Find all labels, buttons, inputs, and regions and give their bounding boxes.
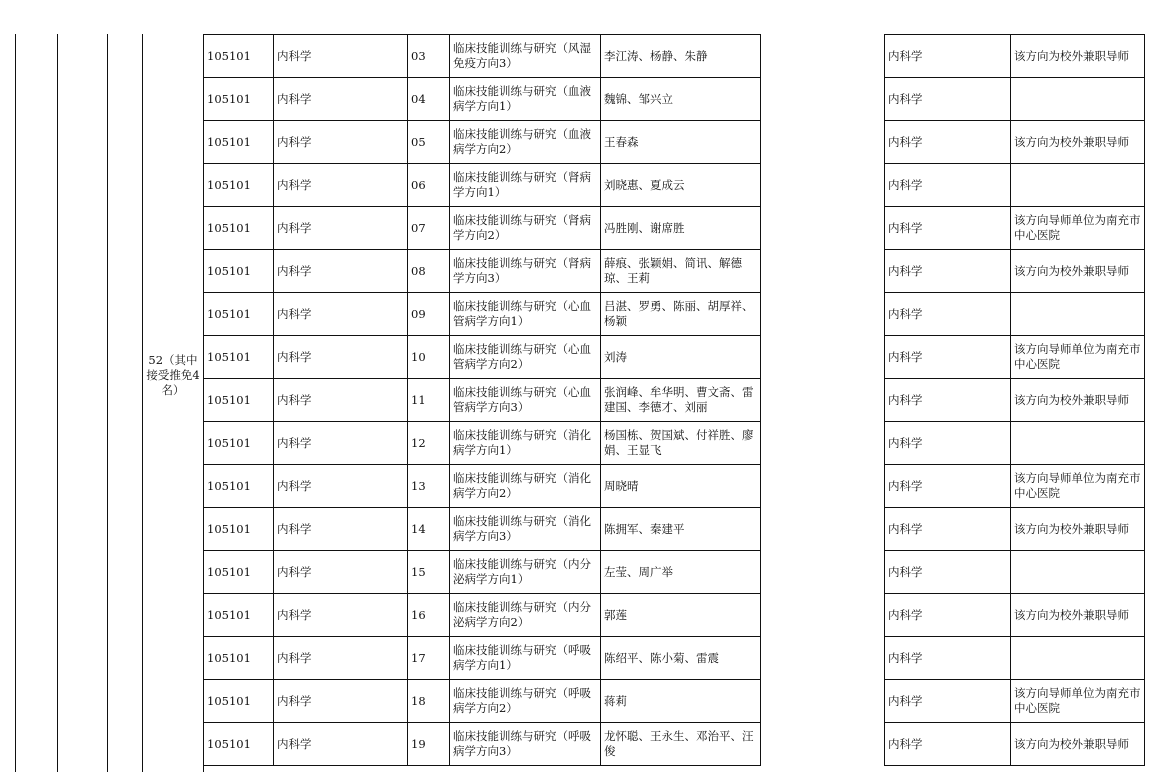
program-code-cell: 105101 bbox=[204, 680, 274, 723]
program-major-cell: 内科学 bbox=[274, 336, 408, 379]
table-row bbox=[885, 379, 1145, 422]
tutor-names-cell: 吕湛、罗勇、陈丽、胡厚祥、杨颖 bbox=[601, 293, 761, 336]
exam-subject-cell: 内科学 bbox=[885, 551, 1011, 594]
table-row bbox=[204, 379, 761, 422]
tutor-names-cell: 张润峰、牟华明、曹文斋、雷建国、李德才、刘丽 bbox=[601, 379, 761, 422]
column-rule-3 bbox=[107, 34, 108, 772]
exam-note-table bbox=[884, 34, 1145, 766]
direction-number-cell: 03 bbox=[408, 35, 450, 78]
table-row bbox=[885, 164, 1145, 207]
program-major-cell: 内科学 bbox=[274, 250, 408, 293]
program-major-cell: 内科学 bbox=[274, 508, 408, 551]
program-major-cell: 内科学 bbox=[274, 551, 408, 594]
remark-cell: 该方向为校外兼职导师 bbox=[1011, 508, 1145, 551]
program-code-cell: 105101 bbox=[204, 637, 274, 680]
exam-subject-cell: 内科学 bbox=[885, 508, 1011, 551]
remark-cell: 该方向为校外兼职导师 bbox=[1011, 250, 1145, 293]
program-major-cell: 内科学 bbox=[274, 723, 408, 766]
table-row bbox=[204, 207, 761, 250]
program-major-cell: 内科学 bbox=[274, 422, 408, 465]
remark-cell: 该方向为校外兼职导师 bbox=[1011, 723, 1145, 766]
exam-subject-cell: 内科学 bbox=[885, 422, 1011, 465]
exam-subject-cell: 内科学 bbox=[885, 465, 1011, 508]
table-row bbox=[885, 465, 1145, 508]
direction-number-cell: 12 bbox=[408, 422, 450, 465]
table-row bbox=[885, 121, 1145, 164]
tutor-names-cell: 左莹、周广举 bbox=[601, 551, 761, 594]
exam-subject-cell: 内科学 bbox=[885, 250, 1011, 293]
table-row bbox=[885, 680, 1145, 723]
direction-number-cell: 16 bbox=[408, 594, 450, 637]
direction-number-cell: 13 bbox=[408, 465, 450, 508]
exam-subject-cell: 内科学 bbox=[885, 379, 1011, 422]
program-code-cell: 105101 bbox=[204, 164, 274, 207]
research-direction-cell: 临床技能训练与研究（血液病学方向2） bbox=[450, 121, 601, 164]
exam-subject-cell: 内科学 bbox=[885, 594, 1011, 637]
program-code-cell: 105101 bbox=[204, 293, 274, 336]
direction-number-cell: 04 bbox=[408, 78, 450, 121]
exam-subject-cell: 内科学 bbox=[885, 637, 1011, 680]
remark-cell: 该方向导师单位为南充市中心医院 bbox=[1011, 680, 1145, 723]
exam-subject-cell: 内科学 bbox=[885, 207, 1011, 250]
research-direction-cell: 临床技能训练与研究（内分泌病学方向2） bbox=[450, 594, 601, 637]
program-code-cell: 105101 bbox=[204, 723, 274, 766]
program-code-cell: 105101 bbox=[204, 465, 274, 508]
remark-cell: 该方向为校外兼职导师 bbox=[1011, 594, 1145, 637]
remark-cell: 该方向为校外兼职导师 bbox=[1011, 121, 1145, 164]
tutor-names-cell: 郭莲 bbox=[601, 594, 761, 637]
program-major-cell: 内科学 bbox=[274, 379, 408, 422]
table-row bbox=[204, 723, 761, 766]
table-row bbox=[204, 508, 761, 551]
table-row bbox=[204, 465, 761, 508]
program-code-cell: 105101 bbox=[204, 336, 274, 379]
program-code-cell: 105101 bbox=[204, 207, 274, 250]
tutor-names-cell: 王春森 bbox=[601, 121, 761, 164]
remark-cell: 该方向导师单位为南充市中心医院 bbox=[1011, 336, 1145, 379]
tutor-names-cell: 周晓晴 bbox=[601, 465, 761, 508]
research-direction-cell: 临床技能训练与研究（呼吸病学方向2） bbox=[450, 680, 601, 723]
remark-cell bbox=[1011, 293, 1145, 336]
remark-cell bbox=[1011, 78, 1145, 121]
research-direction-cell: 临床技能训练与研究（消化病学方向1） bbox=[450, 422, 601, 465]
program-code-cell: 105101 bbox=[204, 594, 274, 637]
program-major-cell: 内科学 bbox=[274, 680, 408, 723]
tutor-names-cell: 龙怀聪、王永生、邓治平、汪俊 bbox=[601, 723, 761, 766]
program-code-cell: 105101 bbox=[204, 78, 274, 121]
direction-number-cell: 19 bbox=[408, 723, 450, 766]
tutor-names-cell: 陈绍平、陈小菊、雷震 bbox=[601, 637, 761, 680]
research-direction-cell: 临床技能训练与研究（心血管病学方向1） bbox=[450, 293, 601, 336]
table-row bbox=[885, 508, 1145, 551]
program-major-cell: 内科学 bbox=[274, 465, 408, 508]
table-row bbox=[204, 637, 761, 680]
program-major-cell: 内科学 bbox=[274, 207, 408, 250]
table-row bbox=[204, 164, 761, 207]
table-row bbox=[885, 250, 1145, 293]
direction-number-cell: 08 bbox=[408, 250, 450, 293]
program-code-cell: 105101 bbox=[204, 379, 274, 422]
table-row bbox=[885, 336, 1145, 379]
table-row bbox=[204, 35, 761, 78]
column-rule-2 bbox=[57, 34, 58, 772]
remark-cell bbox=[1011, 551, 1145, 594]
remark-cell bbox=[1011, 422, 1145, 465]
direction-number-cell: 11 bbox=[408, 379, 450, 422]
tutor-names-cell: 刘晓惠、夏成云 bbox=[601, 164, 761, 207]
program-major-cell: 内科学 bbox=[274, 637, 408, 680]
table-row bbox=[885, 637, 1145, 680]
table-row bbox=[204, 680, 761, 723]
research-direction-cell: 临床技能训练与研究（消化病学方向2） bbox=[450, 465, 601, 508]
exam-subject-cell: 内科学 bbox=[885, 78, 1011, 121]
program-code-cell: 105101 bbox=[204, 35, 274, 78]
research-direction-cell: 临床技能训练与研究（肾病学方向1） bbox=[450, 164, 601, 207]
direction-number-cell: 09 bbox=[408, 293, 450, 336]
program-code-cell: 105101 bbox=[204, 250, 274, 293]
tutor-names-cell: 冯胜刚、谢席胜 bbox=[601, 207, 761, 250]
enrollment-count: 52（其中接受推免4名） bbox=[146, 353, 200, 397]
program-code-cell: 105101 bbox=[204, 551, 274, 594]
table-row bbox=[204, 594, 761, 637]
tutor-names-cell: 杨国栋、贺国斌、付祥胜、廖娟、王显飞 bbox=[601, 422, 761, 465]
program-code-cell: 105101 bbox=[204, 508, 274, 551]
table-row bbox=[204, 78, 761, 121]
program-code-cell: 105101 bbox=[204, 121, 274, 164]
research-direction-cell: 临床技能训练与研究（心血管病学方向3） bbox=[450, 379, 601, 422]
remark-cell: 该方向导师单位为南充市中心医院 bbox=[1011, 207, 1145, 250]
direction-number-cell: 17 bbox=[408, 637, 450, 680]
table-row bbox=[885, 551, 1145, 594]
exam-subject-cell: 内科学 bbox=[885, 336, 1011, 379]
research-direction-cell: 临床技能训练与研究（呼吸病学方向1） bbox=[450, 637, 601, 680]
table-row bbox=[885, 594, 1145, 637]
table-row bbox=[885, 422, 1145, 465]
program-major-cell: 内科学 bbox=[274, 78, 408, 121]
exam-subject-cell: 内科学 bbox=[885, 293, 1011, 336]
research-direction-cell: 临床技能训练与研究（内分泌病学方向1） bbox=[450, 551, 601, 594]
remark-cell: 该方向为校外兼职导师 bbox=[1011, 35, 1145, 78]
table-row bbox=[885, 293, 1145, 336]
table-row bbox=[204, 422, 761, 465]
program-table bbox=[203, 34, 761, 766]
research-direction-cell: 临床技能训练与研究（心血管病学方向2） bbox=[450, 336, 601, 379]
column-rule-1 bbox=[15, 34, 16, 772]
table-row bbox=[204, 121, 761, 164]
direction-number-cell: 07 bbox=[408, 207, 450, 250]
remark-cell: 该方向为校外兼职导师 bbox=[1011, 379, 1145, 422]
direction-number-cell: 06 bbox=[408, 164, 450, 207]
tutor-names-cell: 蒋莉 bbox=[601, 680, 761, 723]
table-row bbox=[885, 723, 1145, 766]
program-major-cell: 内科学 bbox=[274, 35, 408, 78]
tutor-names-cell: 李江涛、杨静、朱静 bbox=[601, 35, 761, 78]
program-major-cell: 内科学 bbox=[274, 121, 408, 164]
research-direction-cell: 临床技能训练与研究（消化病学方向3） bbox=[450, 508, 601, 551]
tutor-names-cell: 刘涛 bbox=[601, 336, 761, 379]
program-code-cell: 105101 bbox=[204, 422, 274, 465]
remark-cell bbox=[1011, 164, 1145, 207]
table-row bbox=[885, 78, 1145, 121]
table-row bbox=[204, 250, 761, 293]
program-major-cell: 内科学 bbox=[274, 594, 408, 637]
table-row bbox=[885, 207, 1145, 250]
research-direction-cell: 临床技能训练与研究（血液病学方向1） bbox=[450, 78, 601, 121]
research-direction-cell: 临床技能训练与研究（肾病学方向2） bbox=[450, 207, 601, 250]
direction-number-cell: 05 bbox=[408, 121, 450, 164]
exam-subject-cell: 内科学 bbox=[885, 35, 1011, 78]
table-row bbox=[204, 293, 761, 336]
direction-number-cell: 10 bbox=[408, 336, 450, 379]
program-major-cell: 内科学 bbox=[274, 164, 408, 207]
program-major-cell: 内科学 bbox=[274, 293, 408, 336]
direction-number-cell: 18 bbox=[408, 680, 450, 723]
enrollment-merged-cell bbox=[142, 34, 204, 772]
table-row bbox=[885, 35, 1145, 78]
tutor-names-cell: 薛痕、张颖娟、简讯、解德琼、王莉 bbox=[601, 250, 761, 293]
research-direction-cell: 临床技能训练与研究（风湿免疫方向3） bbox=[450, 35, 601, 78]
exam-subject-cell: 内科学 bbox=[885, 680, 1011, 723]
exam-subject-cell: 内科学 bbox=[885, 121, 1011, 164]
table-row bbox=[204, 551, 761, 594]
research-direction-cell: 临床技能训练与研究（呼吸病学方向3） bbox=[450, 723, 601, 766]
exam-subject-cell: 内科学 bbox=[885, 723, 1011, 766]
remark-cell: 该方向导师单位为南充市中心医院 bbox=[1011, 465, 1145, 508]
table-row bbox=[204, 336, 761, 379]
remark-cell bbox=[1011, 637, 1145, 680]
direction-number-cell: 15 bbox=[408, 551, 450, 594]
research-direction-cell: 临床技能训练与研究（肾病学方向3） bbox=[450, 250, 601, 293]
direction-number-cell: 14 bbox=[408, 508, 450, 551]
exam-subject-cell: 内科学 bbox=[885, 164, 1011, 207]
tutor-names-cell: 魏锦、邹兴立 bbox=[601, 78, 761, 121]
tutor-names-cell: 陈拥军、秦建平 bbox=[601, 508, 761, 551]
